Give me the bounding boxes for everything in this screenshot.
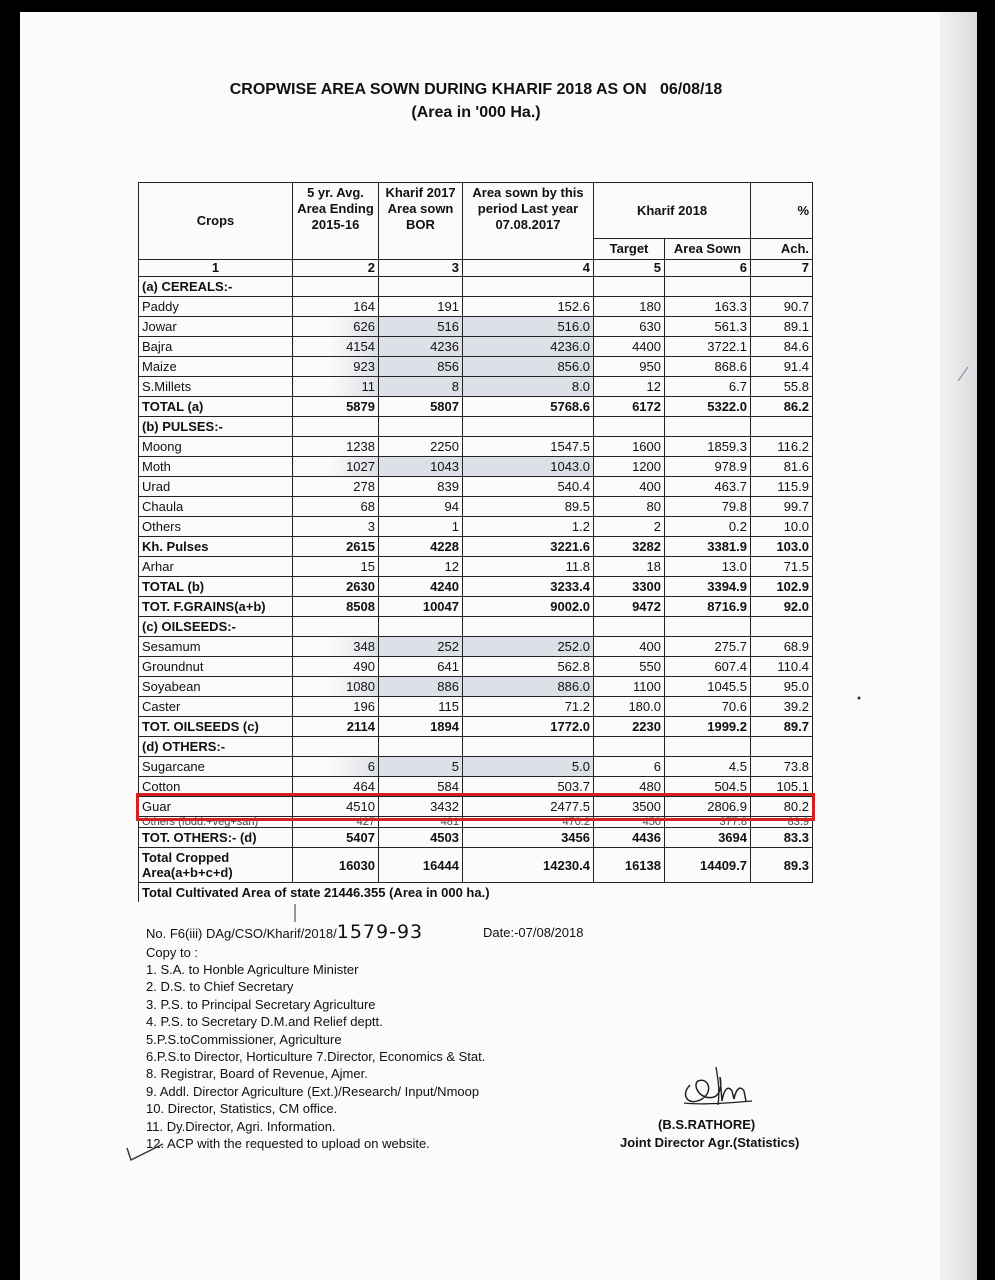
total-row <box>139 537 813 557</box>
crop-name-cell: TOTAL (b) <box>139 577 293 597</box>
crop-name-cell: Others (fodd.+veg+san) <box>139 817 293 828</box>
value-cell-ly: 5768.6 <box>463 397 594 417</box>
crop-name-cell: Sugarcane <box>139 757 293 777</box>
crop-name-cell: Total Cropped Area(a+b+c+d) <box>139 848 293 883</box>
value-cell-sown: 561.3 <box>665 317 751 337</box>
value-cell-ach: 71.5 <box>751 557 813 577</box>
value-cell-ly: 470.2 <box>463 817 594 828</box>
value-cell-sown: 5322.0 <box>665 397 751 417</box>
value-cell-target: 3300 <box>594 577 665 597</box>
reference-number-printed: No. F6(iii) DAg/CSO/Kharif/2018/ <box>146 926 337 941</box>
value-cell-k17: 2250 <box>379 437 463 457</box>
value-cell-sown: 13.0 <box>665 557 751 577</box>
crop-name-cell: TOT. F.GRAINS(a+b) <box>139 597 293 617</box>
crop-name-cell: Bajra <box>139 337 293 357</box>
header-target: Target <box>594 239 665 260</box>
value-cell-target: 1100 <box>594 677 665 697</box>
value-cell-avg: 1238 <box>293 437 379 457</box>
value-cell-target <box>594 417 665 437</box>
value-cell-k17: 1043 <box>379 457 463 477</box>
total-row <box>139 597 813 617</box>
value-cell-target: 4400 <box>594 337 665 357</box>
value-cell-ach: 83.3 <box>751 828 813 848</box>
signatory-title: Joint Director Agr.(Statistics) <box>620 1135 800 1150</box>
value-cell-sown: 163.3 <box>665 297 751 317</box>
value-cell-ly: 1.2 <box>463 517 594 537</box>
crop-name-cell: Paddy <box>139 297 293 317</box>
value-cell-ach: 92.0 <box>751 597 813 617</box>
crop-name-cell: Arhar <box>139 557 293 577</box>
value-cell-k17: 856 <box>379 357 463 377</box>
value-cell-ly: 562.8 <box>463 657 594 677</box>
value-cell-ach: 89.7 <box>751 717 813 737</box>
total-row <box>139 577 813 597</box>
value-cell-k17 <box>379 417 463 437</box>
table-row <box>139 497 813 517</box>
value-cell-sown: 607.4 <box>665 657 751 677</box>
value-cell-ly <box>463 417 594 437</box>
value-cell-ly <box>463 737 594 757</box>
value-cell-ach: 95.0 <box>751 677 813 697</box>
value-cell-ach: 81.6 <box>751 457 813 477</box>
value-cell-sown: 275.7 <box>665 637 751 657</box>
crop-name-cell: Maize <box>139 357 293 377</box>
value-cell-avg: 6 <box>293 757 379 777</box>
value-cell-avg: 490 <box>293 657 379 677</box>
value-cell-avg: 2114 <box>293 717 379 737</box>
value-cell-avg <box>293 617 379 637</box>
crop-name-cell: Guar <box>139 797 293 817</box>
value-cell-k17: 1 <box>379 517 463 537</box>
copy-to-list <box>146 961 485 1152</box>
value-cell-ach: 10.0 <box>751 517 813 537</box>
crop-name-cell: Moth <box>139 457 293 477</box>
value-cell-ach: 102.9 <box>751 577 813 597</box>
value-cell-avg: 2630 <box>293 577 379 597</box>
value-cell-k17 <box>379 617 463 637</box>
value-cell-k17: 252 <box>379 637 463 657</box>
value-cell-ach <box>751 277 813 297</box>
value-cell-ach: 80.2 <box>751 797 813 817</box>
header-kharif-2018: Kharif 2018 <box>594 183 751 239</box>
column-number: 4 <box>463 260 594 277</box>
value-cell-ly: 5.0 <box>463 757 594 777</box>
table-row <box>139 797 813 817</box>
value-cell-target: 180 <box>594 297 665 317</box>
crop-name-cell: (a) CEREALS:- <box>139 277 293 297</box>
value-cell-ly: 1547.5 <box>463 437 594 457</box>
crop-name-cell: (b) PULSES:- <box>139 417 293 437</box>
value-cell-target: 16138 <box>594 848 665 883</box>
value-cell-target <box>594 737 665 757</box>
total-row <box>139 717 813 737</box>
copy-to-item: 4. P.S. to Secretary D.M.and Relief deptt. <box>146 1014 383 1030</box>
value-cell-k17: 1894 <box>379 717 463 737</box>
value-cell-target: 180.0 <box>594 697 665 717</box>
value-cell-avg: 2615 <box>293 537 379 557</box>
value-cell-avg: 1027 <box>293 457 379 477</box>
value-cell-target <box>594 617 665 637</box>
total-row <box>139 828 813 848</box>
copy-to-item: 11. Dy.Director, Agri. Information. <box>146 1118 336 1134</box>
table-row <box>139 297 813 317</box>
value-cell-ly: 3221.6 <box>463 537 594 557</box>
value-cell-sown <box>665 277 751 297</box>
value-cell-sown: 2806.9 <box>665 797 751 817</box>
value-cell-k17: 4503 <box>379 828 463 848</box>
header-area-sown: Area Sown <box>665 239 751 260</box>
value-cell-sown <box>665 417 751 437</box>
value-cell-target: 6 <box>594 757 665 777</box>
value-cell-sown: 1999.2 <box>665 717 751 737</box>
header-5yr-avg-label: 5 yr. Avg. Area Ending 2015-16 <box>297 185 374 232</box>
value-cell-ach: 89.3 <box>751 848 813 883</box>
header-5yr-avg <box>293 183 379 260</box>
value-cell-target: 3282 <box>594 537 665 557</box>
value-cell-ach: 39.2 <box>751 697 813 717</box>
crop-area-table <box>138 182 813 902</box>
value-cell-k17: 12 <box>379 557 463 577</box>
value-cell-sown <box>665 737 751 757</box>
header-percent: % <box>751 183 813 239</box>
value-cell-ly: 503.7 <box>463 777 594 797</box>
value-cell-avg: 11 <box>293 377 379 397</box>
table-row <box>139 337 813 357</box>
value-cell-avg: 278 <box>293 477 379 497</box>
value-cell-ly: 516.0 <box>463 317 594 337</box>
value-cell-k17: 886 <box>379 677 463 697</box>
value-cell-k17: 4240 <box>379 577 463 597</box>
value-cell-avg: 5407 <box>293 828 379 848</box>
value-cell-sown: 3394.9 <box>665 577 751 597</box>
value-cell-avg: 5879 <box>293 397 379 417</box>
value-cell-k17: 115 <box>379 697 463 717</box>
crop-name-cell: Caster <box>139 697 293 717</box>
crop-name-cell: Groundnut <box>139 657 293 677</box>
table-body <box>139 277 813 883</box>
value-cell-target: 400 <box>594 637 665 657</box>
value-cell-target: 450 <box>594 817 665 828</box>
value-cell-sown: 14409.7 <box>665 848 751 883</box>
value-cell-sown: 8716.9 <box>665 597 751 617</box>
value-cell-avg: 1080 <box>293 677 379 697</box>
copy-to-item: 12. ACP with the requested to upload on website. <box>146 1136 430 1152</box>
table-row <box>139 457 813 477</box>
value-cell-sown: 504.5 <box>665 777 751 797</box>
copy-to-item: 3. P.S. to Principal Secretary Agriculture <box>146 996 376 1012</box>
document-title: CROPWISE AREA SOWN DURING KHARIF 2018 AS ON 06/08/18 <box>229 81 723 98</box>
value-cell-avg <box>293 417 379 437</box>
value-cell-ly <box>463 617 594 637</box>
value-cell-avg: 4510 <box>293 797 379 817</box>
table-row <box>139 657 813 677</box>
value-cell-sown: 978.9 <box>665 457 751 477</box>
value-cell-avg: 196 <box>293 697 379 717</box>
value-cell-ach: 73.8 <box>751 757 813 777</box>
value-cell-sown: 1859.3 <box>665 437 751 457</box>
header-last-year <box>463 183 594 260</box>
value-cell-ach <box>751 417 813 437</box>
value-cell-k17: 10047 <box>379 597 463 617</box>
copy-to-item: 10. Director, Statistics, CM office. <box>146 1101 338 1117</box>
value-cell-target: 2230 <box>594 717 665 737</box>
pen-mark <box>293 904 297 922</box>
column-number: 6 <box>665 260 751 277</box>
value-cell-k17: 5 <box>379 757 463 777</box>
value-cell-k17: 94 <box>379 497 463 517</box>
crop-name-cell: Cotton <box>139 777 293 797</box>
value-cell-avg: 8508 <box>293 597 379 617</box>
value-cell-ach: 115.9 <box>751 477 813 497</box>
value-cell-target: 1600 <box>594 437 665 457</box>
section-header-row <box>139 277 813 297</box>
crop-name-cell: TOT. OILSEEDS (c) <box>139 717 293 737</box>
value-cell-target: 1200 <box>594 457 665 477</box>
crop-name-cell: Kh. Pulses <box>139 537 293 557</box>
value-cell-ach: 84.6 <box>751 337 813 357</box>
value-cell-sown: 4.5 <box>665 757 751 777</box>
value-cell-target: 630 <box>594 317 665 337</box>
cultivated-area-text: Total Cultivated Area of state 21446.355 (Area in 000 ha.) <box>139 883 813 903</box>
value-cell-k17: 5807 <box>379 397 463 417</box>
value-cell-avg: 68 <box>293 497 379 517</box>
crop-name-cell: TOT. OTHERS:- (d) <box>139 828 293 848</box>
value-cell-ly: 11.8 <box>463 557 594 577</box>
value-cell-target: 3500 <box>594 797 665 817</box>
value-cell-avg <box>293 277 379 297</box>
column-number-row <box>139 260 813 277</box>
crop-name-cell: Chaula <box>139 497 293 517</box>
reference-number-handwritten: 1579-93 <box>336 921 424 943</box>
value-cell-k17: 8 <box>379 377 463 397</box>
value-cell-sown: 6.7 <box>665 377 751 397</box>
value-cell-target: 550 <box>594 657 665 677</box>
value-cell-ach: 103.0 <box>751 537 813 557</box>
page-edge-shadow <box>940 12 977 1280</box>
table-row <box>139 517 813 537</box>
value-cell-ach: 86.2 <box>751 397 813 417</box>
value-cell-k17 <box>379 737 463 757</box>
value-cell-avg <box>293 737 379 757</box>
section-header-row <box>139 417 813 437</box>
column-number: 7 <box>751 260 813 277</box>
value-cell-ly: 14230.4 <box>463 848 594 883</box>
table-row <box>139 757 813 777</box>
document-subtitle: (Area in '000 Ha.) <box>411 104 541 121</box>
value-cell-ly: 2477.5 <box>463 797 594 817</box>
value-cell-avg: 923 <box>293 357 379 377</box>
value-cell-ly: 89.5 <box>463 497 594 517</box>
table-row <box>139 817 813 828</box>
column-number: 1 <box>139 260 293 277</box>
header-kharif-2017 <box>379 183 463 260</box>
value-cell-k17: 641 <box>379 657 463 677</box>
table-row <box>139 437 813 457</box>
value-cell-ly: 1043.0 <box>463 457 594 477</box>
value-cell-ach: 55.8 <box>751 377 813 397</box>
value-cell-avg: 15 <box>293 557 379 577</box>
value-cell-ly: 8.0 <box>463 377 594 397</box>
value-cell-ly: 1772.0 <box>463 717 594 737</box>
total-row <box>139 397 813 417</box>
value-cell-target: 18 <box>594 557 665 577</box>
value-cell-sown: 3722.1 <box>665 337 751 357</box>
pen-mark <box>856 688 862 694</box>
value-cell-sown: 463.7 <box>665 477 751 497</box>
value-cell-target <box>594 277 665 297</box>
value-cell-avg: 3 <box>293 517 379 537</box>
copy-to-item: 9. Addl. Director Agriculture (Ext.)/Research/ Input/Nmoop <box>146 1083 480 1099</box>
value-cell-ach: 110.4 <box>751 657 813 677</box>
value-cell-avg: 626 <box>293 317 379 337</box>
value-cell-ach: 83.9 <box>751 817 813 828</box>
crop-name-cell: Moong <box>139 437 293 457</box>
value-cell-avg: 4154 <box>293 337 379 357</box>
value-cell-target: 480 <box>594 777 665 797</box>
value-cell-ly: 71.2 <box>463 697 594 717</box>
value-cell-ly <box>463 277 594 297</box>
value-cell-ach: 68.9 <box>751 637 813 657</box>
value-cell-ly: 856.0 <box>463 357 594 377</box>
value-cell-ach: 99.7 <box>751 497 813 517</box>
value-cell-ly: 4236.0 <box>463 337 594 357</box>
value-cell-sown: 0.2 <box>665 517 751 537</box>
value-cell-sown: 79.8 <box>665 497 751 517</box>
section-header-row <box>139 737 813 757</box>
value-cell-avg: 427 <box>293 817 379 828</box>
section-header-row <box>139 617 813 637</box>
value-cell-avg: 164 <box>293 297 379 317</box>
table-row <box>139 557 813 577</box>
table-row <box>139 697 813 717</box>
column-number: 3 <box>379 260 463 277</box>
reference-number <box>146 921 424 943</box>
header-ach: Ach. <box>751 239 813 260</box>
column-number: 2 <box>293 260 379 277</box>
value-cell-sown: 377.8 <box>665 817 751 828</box>
crop-name-cell: (c) OILSEEDS:- <box>139 617 293 637</box>
column-number: 5 <box>594 260 665 277</box>
table-row <box>139 317 813 337</box>
value-cell-ach: 91.4 <box>751 357 813 377</box>
value-cell-target: 2 <box>594 517 665 537</box>
value-cell-target: 12 <box>594 377 665 397</box>
signature-icon <box>670 1055 760 1115</box>
document-date: Date:-07/08/2018 <box>483 925 584 940</box>
value-cell-sown: 1045.5 <box>665 677 751 697</box>
value-cell-ach: 90.7 <box>751 297 813 317</box>
value-cell-ly: 886.0 <box>463 677 594 697</box>
crop-name-cell: TOTAL (a) <box>139 397 293 417</box>
value-cell-k17: 191 <box>379 297 463 317</box>
cultivated-area-row <box>139 883 813 903</box>
value-cell-k17: 481 <box>379 817 463 828</box>
value-cell-k17: 4228 <box>379 537 463 557</box>
value-cell-ach <box>751 737 813 757</box>
value-cell-k17: 4236 <box>379 337 463 357</box>
value-cell-k17: 3432 <box>379 797 463 817</box>
value-cell-ach: 89.1 <box>751 317 813 337</box>
value-cell-sown: 868.6 <box>665 357 751 377</box>
tick-mark-icon <box>125 1140 165 1164</box>
table-row <box>139 357 813 377</box>
value-cell-ach <box>751 617 813 637</box>
table-row <box>139 637 813 657</box>
copy-to-item: 5.P.S.toCommissioner, Agriculture <box>146 1031 342 1047</box>
value-cell-target: 9472 <box>594 597 665 617</box>
copy-to-item: 8. Registrar, Board of Revenue, Ajmer. <box>146 1066 368 1082</box>
value-cell-ly: 9002.0 <box>463 597 594 617</box>
value-cell-k17: 16444 <box>379 848 463 883</box>
value-cell-k17: 839 <box>379 477 463 497</box>
crop-name-cell: S.Millets <box>139 377 293 397</box>
value-cell-ach: 105.1 <box>751 777 813 797</box>
table-row <box>139 477 813 497</box>
copy-to-label: Copy to : <box>146 945 199 960</box>
value-cell-avg: 464 <box>293 777 379 797</box>
value-cell-target: 4436 <box>594 828 665 848</box>
total-row <box>139 848 813 883</box>
crop-name-cell: (d) OTHERS:- <box>139 737 293 757</box>
value-cell-ly: 540.4 <box>463 477 594 497</box>
crop-name-cell: Soyabean <box>139 677 293 697</box>
value-cell-sown: 3694 <box>665 828 751 848</box>
table-row <box>139 377 813 397</box>
value-cell-k17 <box>379 277 463 297</box>
table-row <box>139 777 813 797</box>
copy-to-item: 6.P.S.to Director, Horticulture 7.Director, Economics & Stat. <box>146 1049 486 1065</box>
value-cell-target: 950 <box>594 357 665 377</box>
value-cell-avg: 16030 <box>293 848 379 883</box>
value-cell-avg: 348 <box>293 637 379 657</box>
copy-to-item: 2. D.S. to Chief Secretary <box>146 979 294 995</box>
value-cell-ly: 252.0 <box>463 637 594 657</box>
crop-name-cell: Jowar <box>139 317 293 337</box>
value-cell-k17: 584 <box>379 777 463 797</box>
value-cell-ly: 3456 <box>463 828 594 848</box>
value-cell-sown <box>665 617 751 637</box>
value-cell-ach: 116.2 <box>751 437 813 457</box>
table-row <box>139 677 813 697</box>
header-crops: Crops <box>139 183 293 260</box>
value-cell-k17: 516 <box>379 317 463 337</box>
value-cell-target: 80 <box>594 497 665 517</box>
header-last-year-label: Area sown by this period Last year 07.08.2017 <box>472 185 584 232</box>
value-cell-ly: 3233.4 <box>463 577 594 597</box>
crop-name-cell: Sesamum <box>139 637 293 657</box>
pen-mark <box>956 365 970 383</box>
value-cell-target: 6172 <box>594 397 665 417</box>
value-cell-target: 400 <box>594 477 665 497</box>
copy-to-item: 1. S.A. to Honble Agriculture Minister <box>146 962 359 977</box>
signatory-name: (B.S.RATHORE) <box>658 1117 756 1132</box>
crop-name-cell: Urad <box>139 477 293 497</box>
value-cell-ly: 152.6 <box>463 297 594 317</box>
value-cell-sown: 70.6 <box>665 697 751 717</box>
header-kharif-2017-label: Kharif 2017 Area sown BOR <box>385 185 456 232</box>
value-cell-sown: 3381.9 <box>665 537 751 557</box>
crop-name-cell: Others <box>139 517 293 537</box>
